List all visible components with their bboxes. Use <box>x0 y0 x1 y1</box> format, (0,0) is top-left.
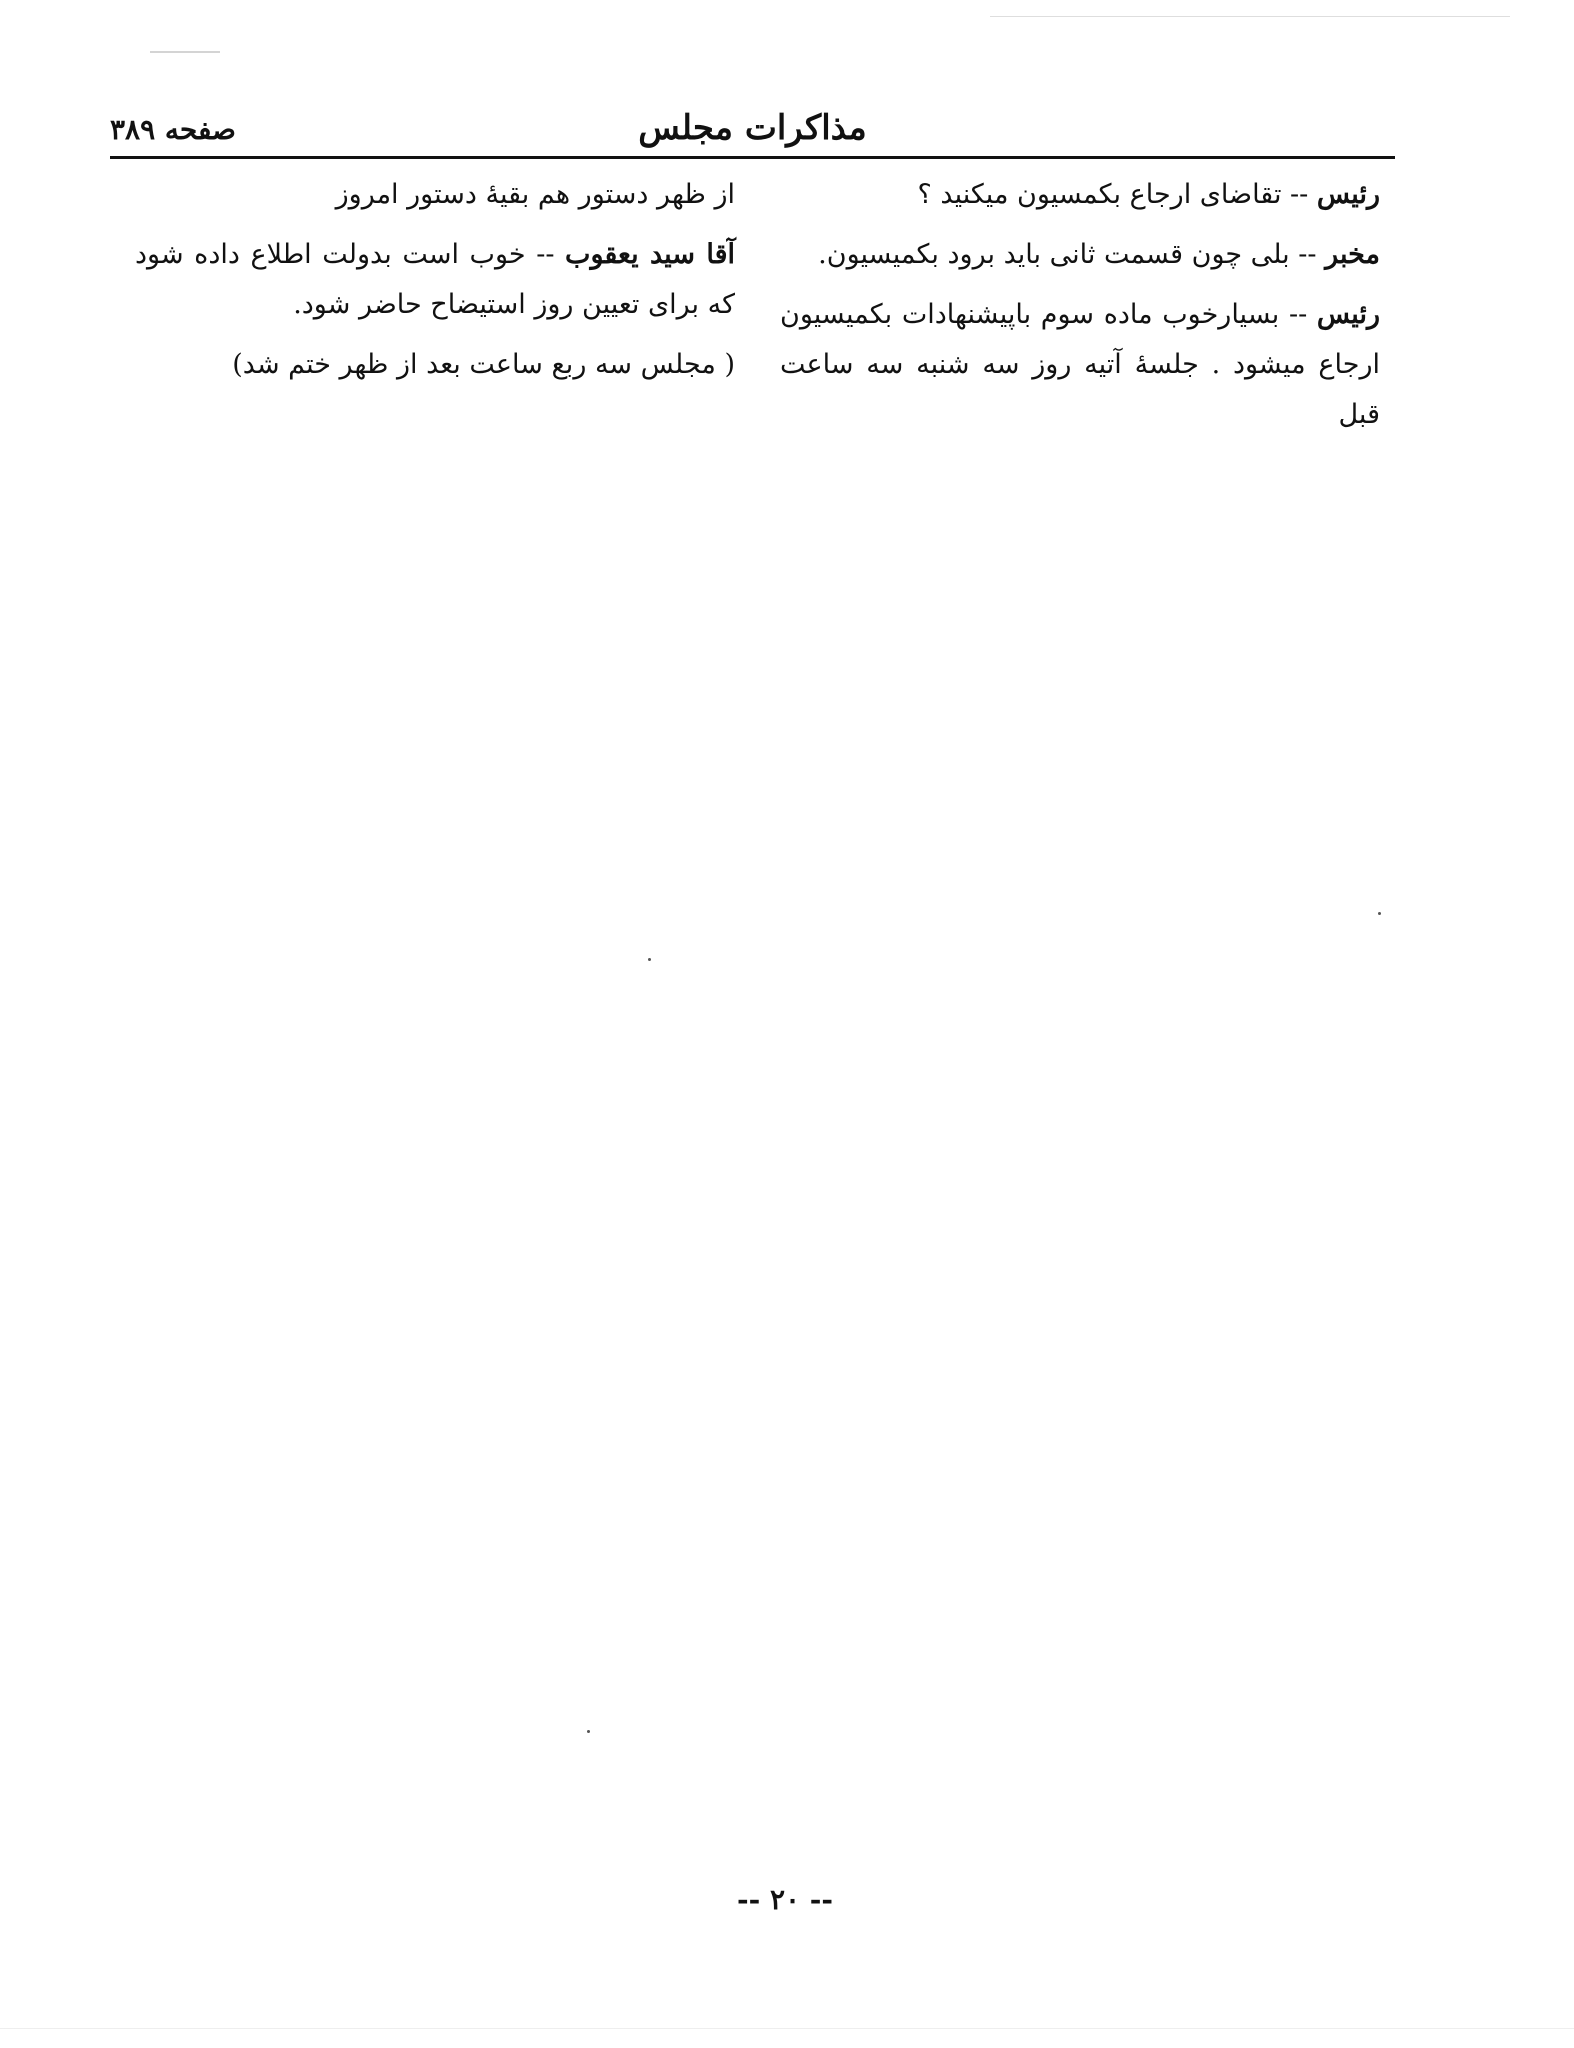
speaker-name: رئیس <box>1316 179 1380 210</box>
footer-page-number: -- ۲۰ -- <box>736 1883 834 1916</box>
paragraph <box>780 290 1380 440</box>
speech-text: -- بسیارخوب ماده سوم باپیشنهادات بکمیسیون ارجاع میشود . جلسهٔ آتیه روز سه شنبه سه ساعت قبل <box>780 299 1380 430</box>
running-header <box>110 108 1395 156</box>
speech-text: -- بلی چون قسمت ثانی باید برود بکمیسیون. <box>818 239 1326 270</box>
scan-artifact-dot <box>648 958 651 961</box>
scan-artifact-line <box>0 2028 1574 2029</box>
speech-text: -- خوب است بدولت اطلاع داده شود که برای تعیین روز استیضاح حاضر شود. <box>135 239 735 320</box>
speech-text: از ظهر دستور هم بقیهٔ دستور امروز <box>335 179 735 210</box>
right-text-column <box>780 170 1380 450</box>
paragraph <box>135 170 735 220</box>
paragraph <box>135 230 735 330</box>
paragraph <box>780 230 1380 280</box>
scan-artifact-dot <box>1378 912 1381 915</box>
header-rule <box>110 156 1395 159</box>
header-page-number: صفحه ۳۸۹ <box>110 113 236 146</box>
paragraph <box>780 170 1380 220</box>
scan-artifact-dot <box>587 1730 590 1733</box>
speech-text: -- تقاضای ارجاع بکمسیون میکنید ؟ <box>917 179 1317 210</box>
header-title: مذاکرات مجلس <box>638 108 867 148</box>
left-text-column <box>135 170 735 400</box>
speaker-name: آقا سید یعقوب <box>565 239 735 270</box>
speaker-name: مخبر <box>1325 239 1380 270</box>
session-closing-note: ( مجلس سه ربع ساعت بعد از ظهر ختم شد) <box>232 349 735 380</box>
speaker-name: رئیس <box>1316 299 1380 330</box>
scan-artifact-line <box>990 16 1510 17</box>
scan-artifact-line <box>150 51 220 53</box>
